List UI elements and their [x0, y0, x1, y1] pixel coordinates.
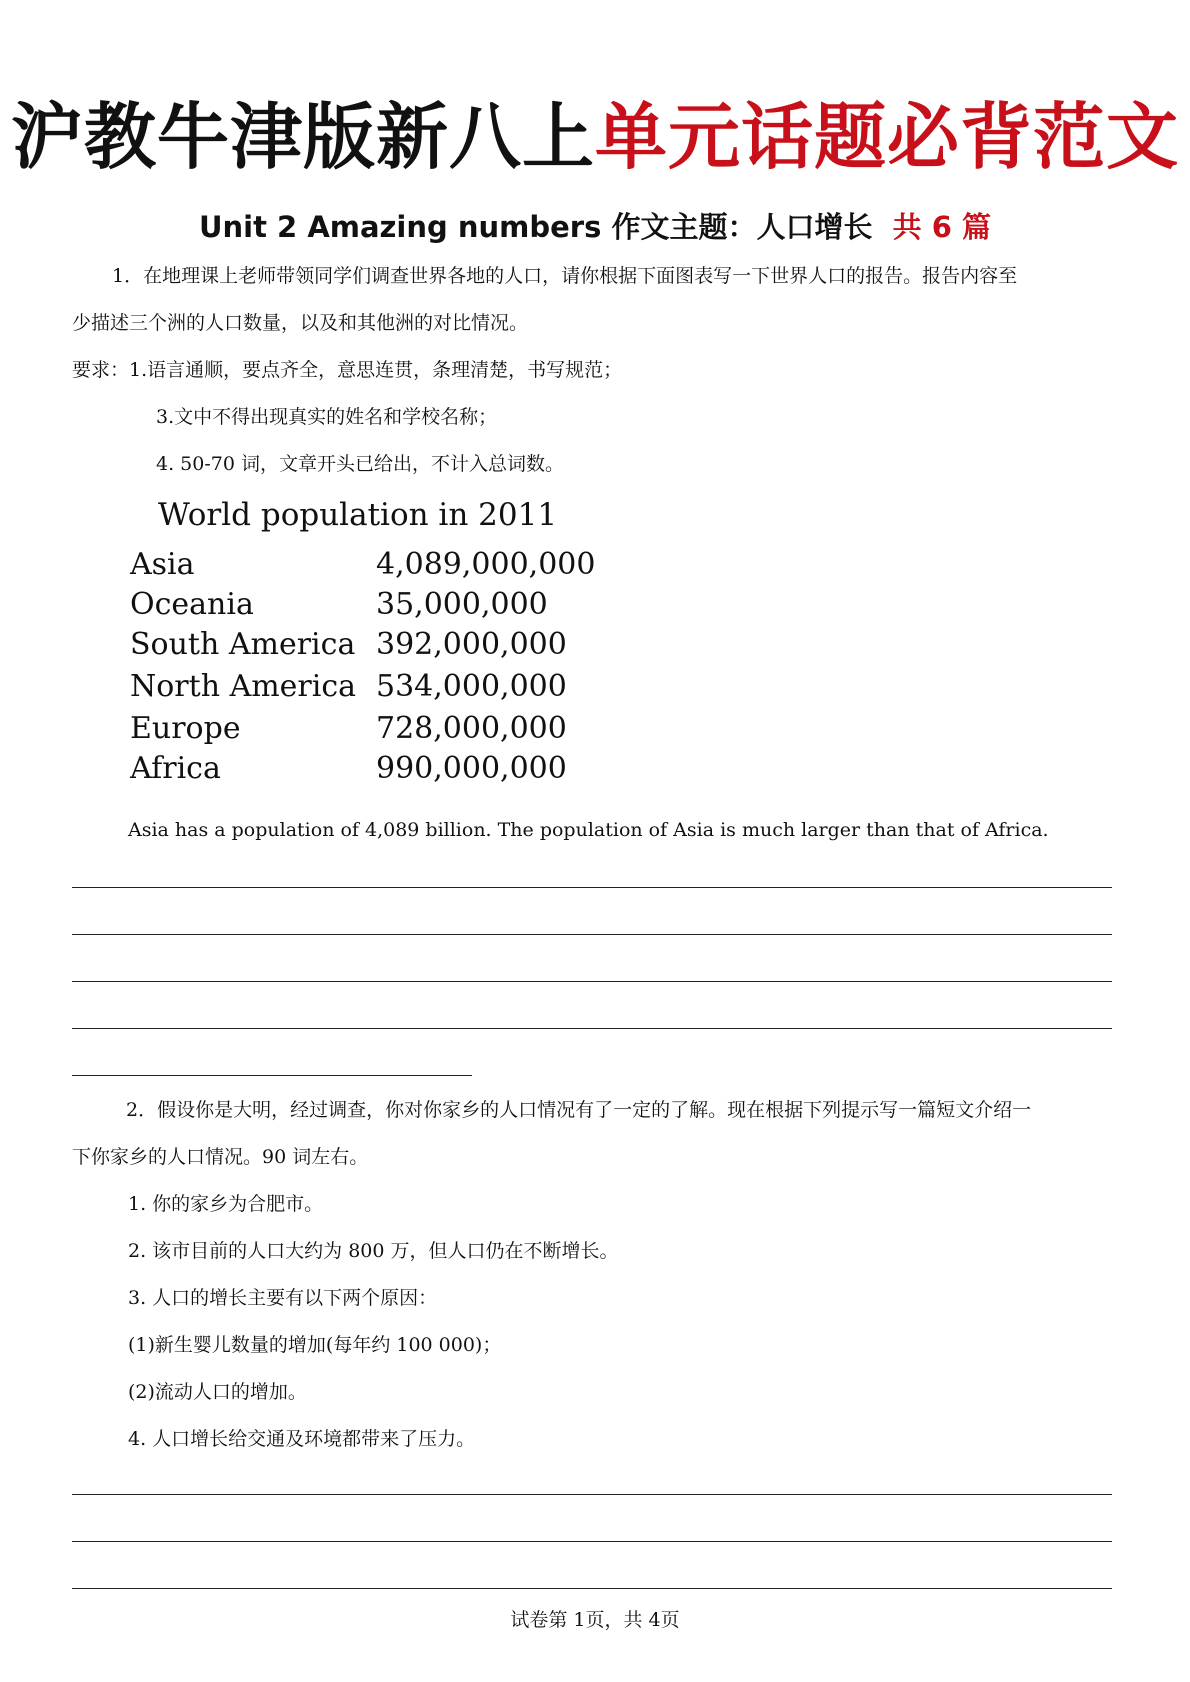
page-subtitle — [0, 207, 1190, 247]
task1-prompt-line2: 少描述三个洲的人口数量，以及和其他洲的对比情况。 — [72, 312, 529, 334]
continent-name: Europe — [130, 711, 241, 746]
population-row — [130, 667, 650, 707]
task1-prompt-line1: 1．在地理课上老师带领同学们调查世界各地的人口，请你根据下面图表写一下世界人口的报告。报告内容至 — [112, 265, 1018, 287]
continent-name: Africa — [130, 751, 221, 786]
population-table-title: World population in 2011 — [158, 497, 558, 533]
population-table — [120, 495, 640, 795]
task2-hint-4: (1)新生婴儿数量的增加(每年约 100 000)； — [128, 1334, 502, 1356]
page-footer: 试卷第 1页，共 4页 — [510, 1609, 680, 1631]
population-value: 392,000,000 — [376, 627, 567, 662]
subtitle-black: Unit 2 Amazing numbers 作文主题：人口增长 — [198, 210, 873, 244]
task2-prompt-line2: 下你家乡的人口情况。90 词左右。 — [72, 1146, 369, 1168]
writing-line — [72, 934, 1112, 935]
task2-prompt-line1: 2．假设你是大明，经过调查，你对你家乡的人口情况有了一定的了解。现在根据下列提示写一篇短文介绍一 — [126, 1099, 1032, 1121]
continent-name: Asia — [130, 547, 195, 582]
task2-hint-1: 1. 你的家乡为合肥市。 — [128, 1193, 324, 1215]
task1-requirement-4: 4. 50-70 词，文章开头已给出，不计入总词数。 — [156, 453, 564, 475]
population-value: 534,000,000 — [376, 669, 567, 704]
task2-hint-2: 2. 该市目前的人口大约为 800 万，但人口仍在不断增长。 — [128, 1240, 619, 1262]
population-row — [130, 749, 650, 789]
writing-line — [72, 1075, 472, 1076]
population-row — [130, 545, 650, 585]
writing-line — [72, 1541, 1112, 1542]
task1-requirement-1: 要求：1.语言通顺，要点齐全，意思连贯，条理清楚，书写规范； — [72, 359, 623, 381]
task1-requirement-3: 3.文中不得出现真实的姓名和学校名称； — [156, 406, 498, 428]
writing-line — [72, 1028, 1112, 1029]
population-row — [130, 585, 650, 625]
writing-line — [72, 1588, 1112, 1589]
population-value: 35,000,000 — [376, 587, 548, 622]
page-title — [0, 92, 1190, 182]
task2-hint-3: 3. 人口的增长主要有以下两个原因： — [128, 1287, 438, 1309]
continent-name: South America — [130, 627, 356, 662]
writing-line — [72, 981, 1112, 982]
continent-name: North America — [130, 669, 357, 704]
writing-line — [72, 887, 1112, 888]
population-value: 990,000,000 — [376, 751, 567, 786]
task2-hint-6: 4. 人口增长给交通及环境都带来了压力。 — [128, 1428, 476, 1450]
task2-hint-5: (2)流动人口的增加。 — [128, 1381, 307, 1403]
page-title-red: 单元话题必背范文 — [595, 95, 1180, 179]
population-row — [130, 625, 650, 665]
task1-starter-sentence: Asia has a population of 4,089 billion. The population of Asia is much larger than that of Africa. — [128, 819, 1049, 841]
continent-name: Oceania — [130, 587, 254, 622]
population-value: 728,000,000 — [376, 711, 567, 746]
population-row — [130, 709, 650, 749]
page-title-black: 沪教牛津版新八上 — [10, 95, 595, 179]
population-value: 4,089,000,000 — [376, 547, 596, 582]
writing-line — [72, 1494, 1112, 1495]
subtitle-red: 共 6 篇 — [892, 210, 992, 244]
